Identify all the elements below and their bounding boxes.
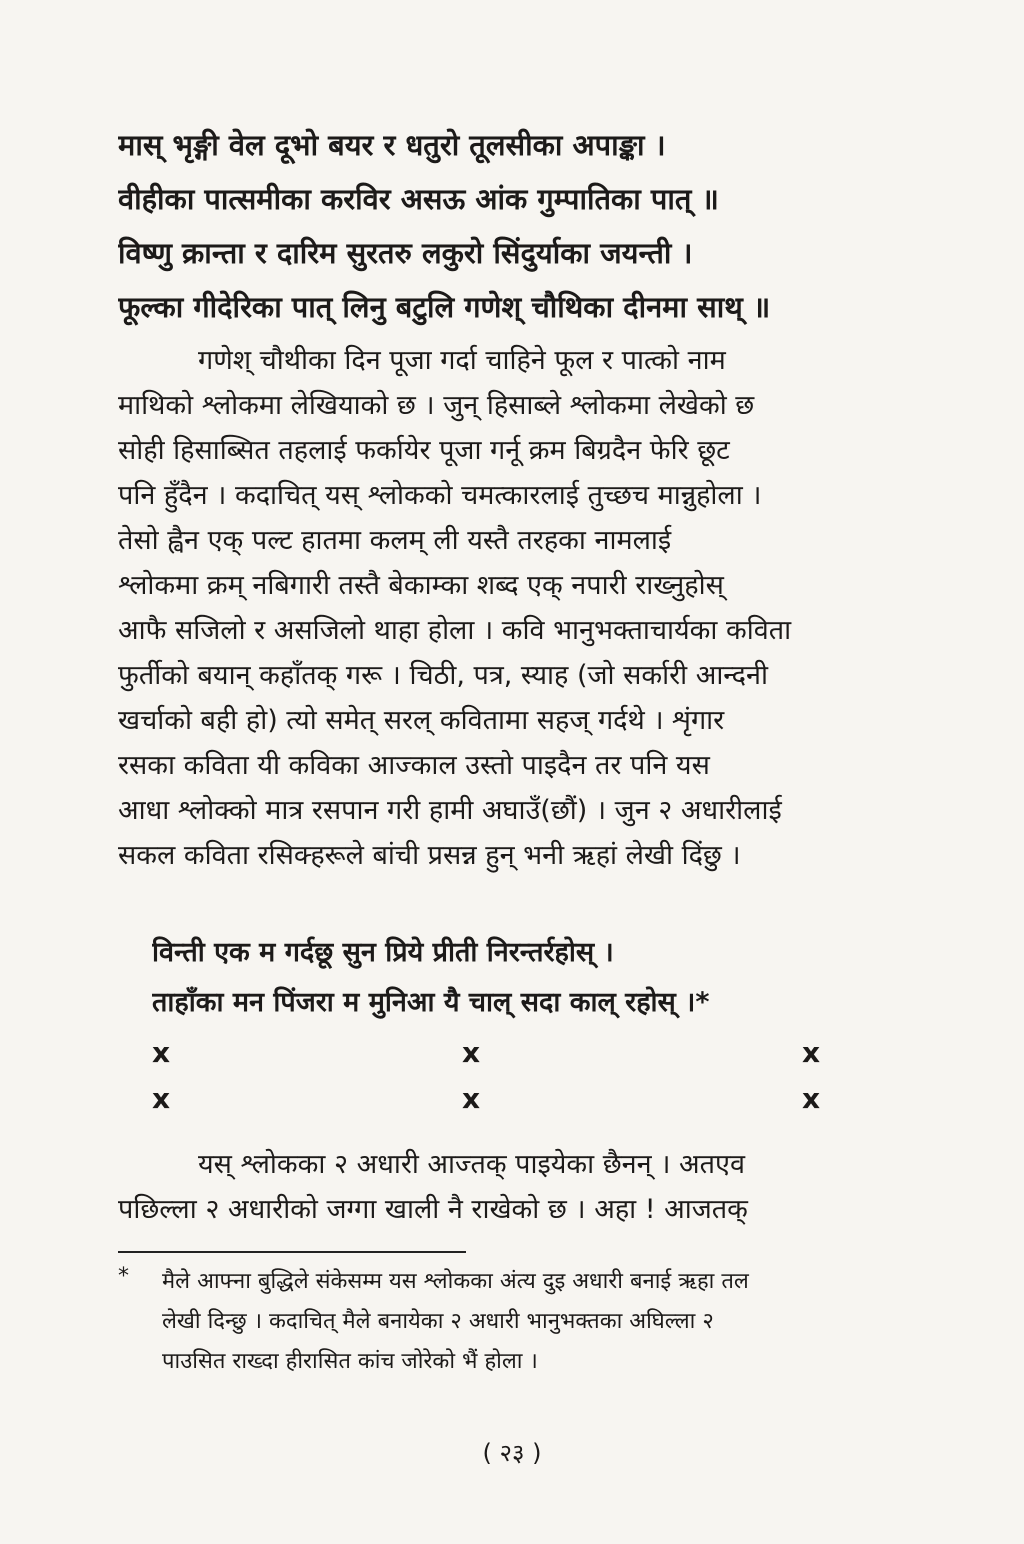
prose-line: सोही हिसाब्सित तहलाई फर्कायेर पूजा गर्नू क्रम बिग्रदैन फेरि छूट xyxy=(118,435,730,466)
page-number: ( २३ ) xyxy=(482,1439,542,1467)
prose-paragraph-2 xyxy=(118,1142,908,1232)
verse-line: ताहाँका मन पिंजरा म मुनिआ यै चाल् सदा काल् रहोस् ।* xyxy=(152,987,710,1018)
prose-line: खर्चाको बही हो) त्यो समेत् सरल् कवितामा सहज् गर्दथे । शृंगार xyxy=(118,705,725,736)
footnote-divider xyxy=(118,1251,466,1253)
verse-line: विन्ती एक म गर्दछू सुन प्रिये प्रीती निरन्तर्रहोस् । xyxy=(152,937,614,968)
separator-mark: x xyxy=(152,1082,171,1115)
verse-block-2 xyxy=(152,928,912,1028)
verse-line: विष्णु क्रान्ता र दारिम सुरतरु लकुरो सिंदुर्याका जयन्ती । xyxy=(118,236,693,270)
prose-line: श्लोकमा क्रम् नबिगारी तस्तै बेकाम्का शब्द एक् नपारी राख्नुहोस् xyxy=(118,570,724,601)
prose-paragraph-1 xyxy=(118,338,908,878)
separator-mark: x xyxy=(152,1036,171,1069)
prose-line: रसका कविता यी कविका आज्काल उस्तो पाइदैन तर पनि यस xyxy=(118,750,710,781)
prose-line: सकल कविता रसिक्हरूले बांची प्रसन्न हुन् भनी ऋहां लेखी दिंछु । xyxy=(118,840,741,871)
prose-line: आफै सजिलो र असजिलो थाहा होला । कवि भानुभक्ताचार्यका कविता xyxy=(118,615,792,646)
separator-mark: x xyxy=(802,1036,821,1069)
verse-block-1 xyxy=(118,118,918,334)
footnote-marker: * xyxy=(118,1264,129,1289)
prose-line: फुर्तीको बयान् कहाँतक् गरू । चिठी, पत्र, स्याह (जो सर्कारी आन्दनी xyxy=(118,660,768,691)
prose-line: पनि हुँदैन । कदाचित् यस् श्लोकको चमत्कारलाई तुच्छच मान्नुहोला । xyxy=(118,480,762,511)
separator-mark: x xyxy=(462,1082,481,1115)
separator-mark: x xyxy=(462,1036,481,1069)
prose-line: तेसो ह्वैन एक् पल्ट हातमा कलम् ली यस्तै तरहका नामलाई xyxy=(118,525,672,556)
prose-line: आधा श्लोक्को मात्र रसपान गरी हामी अघाउँ(छौं) । जुन २ अधारीलाई xyxy=(118,795,782,826)
footnote-line: मैले आफ्ना बुद्धिले संकेसम्म यस श्लोकका अंत्य दुइ अधारी बनाई ऋहा तल xyxy=(162,1269,749,1294)
verse-line: मास् भृङ्गी वेल दूभो बयर र धतुरो तूलसीका अपाङ्का । xyxy=(118,128,666,162)
separator-row xyxy=(0,1036,1024,1076)
verse-line: वीहीका पात्समीका करविर असऊ आंक गुम्पातिका पात् ॥ xyxy=(118,182,719,216)
prose-line: यस् श्लोकका २ अधारी आज्तक् पाइयेका छैनन् । अतएव xyxy=(198,1149,745,1180)
prose-line: माथिको श्लोकमा लेखियाको छ । जुन् हिसाब्ले श्लोकमा लेखेको छ xyxy=(118,390,755,421)
prose-line: गणेश् चौथीका दिन पूजा गर्दा चाहिने फूल र पात्को नाम xyxy=(198,345,726,376)
prose-line: पछिल्ला २ अधारीको जग्गा खाली नै राखेको छ । अहा ! आजतक् xyxy=(118,1194,748,1225)
footnote-line: लेखी दिन्छु । कदाचित् मैले बनायेका २ अधारी भानुभक्तका अघिल्ला २ xyxy=(162,1309,714,1334)
footnote-line: पाउसित राख्दा हीरासित कांच जोरेको भैं होला । xyxy=(162,1349,538,1374)
verse-line: फूल्का गीदेरिका पात् लिनु बटुलि गणेश् चौथिका दीनमा साथ् ॥ xyxy=(118,290,771,324)
footnote xyxy=(118,1262,908,1382)
separator-row xyxy=(0,1082,1024,1122)
separator-mark: x xyxy=(802,1082,821,1115)
